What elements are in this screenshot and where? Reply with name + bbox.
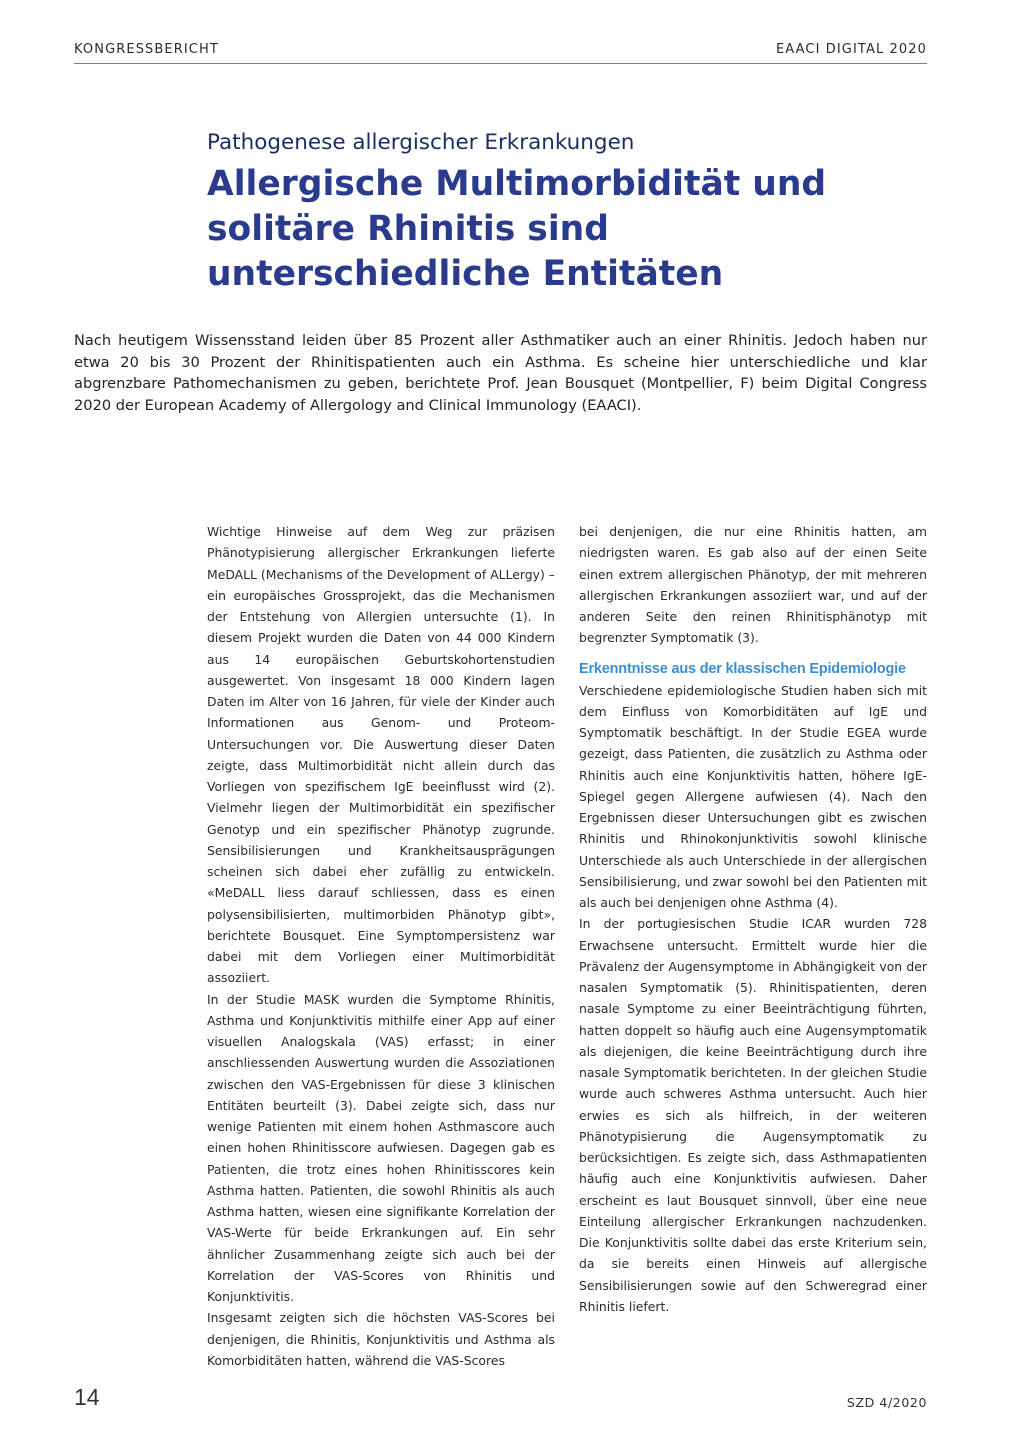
paragraph-icar: In der portugiesischen Studie ICAR wurden 728 Erwachsene untersucht. Ermittelt wurde hier die Prävalenz der Augensymptome in Abhängigkeit von der nasalen Symptomatik (5). Rhinitispatienten, deren nasale Symptome zu einer Beeinträchtigung führten, hatten doppelt so häufig auch eine Augensymptomatik als diejenigen, die keine Beeinträchtigung durch ihre nasale Symptomatik berichteten. In der gleichen Studie wurde auch schweres Asthma untersucht. Auch hier erwies es sich als hilfreich, in der weiteren Phänotypisierung die Augensymptomatik zu berücksichtigen. Es zeigte sich, dass Asthmapatienten häufig auch eine Konjunktivitis aufwiesen. Daher erscheint es laut Bousquet sinnvoll, über eine neue Einteilung allergischer Erkrankungen nachzudenken. Die Konjunktivitis sollte dabei das erste Kriterium sein, da sie bereits einen Hinweis auf allergische Sensibilisierungen sowie auf den Schweregrad einer Rhinitis liefert. bbox=[579, 916, 927, 1314]
event-label: EAACI DIGITAL 2020 bbox=[775, 42, 927, 57]
page-number: 14 bbox=[74, 1384, 100, 1410]
left-column bbox=[207, 521, 555, 1371]
article-title: Allergische Multimorbidität und solitäre Rhinitis sind unterschiedliche Entitäten bbox=[207, 164, 827, 294]
paragraph-mask: In der Studie MASK wurden die Symptome Rhinitis, Asthma und Konjunktivitis mithilfe einer App auf einer visuellen Analogskala (VAS) erfasst; in einer anschliessenden Auswertung wurden die Assoziationen zwischen den VAS-Ergebnissen für diese 3 klinischen Entitäten beurteilt (3). Dabei zeigte sich, dass nur wenige Patienten mit einem hohen Asthmascore auch einen hohen Rhinitisscore aufwiesen. Dagegen gab es Patienten, die trotz eines hohen Rhinitisscores kein Asthma hatten. Patienten, die sowohl Rhinitis als auch Asthma hatten, wiesen eine signifikante Korrelation der VAS-Werte für beide Erkrankungen auf. Ein sehr ähnlicher Zusammenhang zeigte sich auch bei der Korrelation der VAS-Scores von Rhinitis und Konjunktivitis. bbox=[207, 991, 555, 1304]
issue-label: SZD 4/2020 bbox=[846, 1395, 927, 1410]
paragraph-egea: Verschiedene epidemiologische Studien haben sich mit dem Einfluss von Komorbiditäten auf IgE und Symptomatik beschäftigt. In der Studie EGEA wurde gezeigt, dass Patienten, die zusätzlich zu Asthma oder Rhinitis auch eine Konjunktivitis hatten, höhere IgE-Spiegel gegen Allergene aufwiesen (4). Nach den Ergebnissen dieser Untersuchungen gibt es zwischen Rhinitis und Rhinokonjunktivitis sowohl klinische Unterschiede als auch Unterschiede in der allergischen Sensibilisierung, und zwar sowohl bei den Patienten mit als auch bei denjenigen ohne Asthma (4). bbox=[579, 682, 927, 910]
section-subheading: Erkenntnisse aus der klassischen Epidemiologie bbox=[579, 660, 906, 677]
paragraph-continuation: bei denjenigen, die nur eine Rhinitis hatten, am niedrigsten waren. Es gab also auf der einen Seite einen extrem allergischen Phänotyp, der mit mehreren allergischen Erkrankungen assoziiert war, und auf der anderen Seite den reinen Rhinitisphänotyp mit begrenzter Symptomatik (3). bbox=[579, 524, 927, 646]
paragraph-medall: Wichtige Hinweise auf dem Weg zur präzisen Phänotypisierung allergischer Erkrankungen lieferte MeDALL (Mechanisms of the Development of ALLergy) – ein europäisches Grossprojekt, das die Mechanismen der Entstehung von Allergien untersuchte (1). In diesem Projekt wurden die Daten von 44 000 Kindern aus 14 europäischen Geburtskohortenstudien ausgewertet. Von insgesamt 18 000 Kindern lagen Daten im Alter von 16 Jahren, für viele der Kinder auch Informationen aus Genom- und Proteom-Untersuchungen vor. Die Auswertung dieser Daten zeigte, dass Multimorbidität nicht allein durch das Vorliegen von spezifischem IgE beeinflusst wird (2). Vielmehr liegen der Multimorbidität ein spezifischer Genotyp und ein spezifischer Phänotyp zugrunde. Sensibilisierungen und Krankheitsausprägungen scheinen sich dabei eher zufällig zu entwickeln. «MeDALL liess darauf schliessen, dass es einen polysensibilisierten, multimorbiden Phänotyp gibt», berichtete Bousquet. Eine Symptompersistenz war dabei mit dem Vorliegen einer Multimorbidität assoziiert. bbox=[207, 524, 555, 986]
article-lead: Nach heutigem Wissensstand leiden über 85 Prozent aller Asthmatiker auch an einer Rhinitis. Jedoch haben nur etwa 20 bis 30 Prozent der Rhinitispatienten auch ein Asthma. Es scheine hier unterschiedliche und klar abgrenzbare Pathomechanismen zu geben, berichtete Prof. Jean Bousquet (Montpellier, F) beim Digital Congress 2020 der European Academy of Allergology and Clinical Immunology (EAACI). bbox=[74, 332, 927, 415]
article-kicker: Pathogenese allergischer Erkrankungen bbox=[207, 130, 635, 155]
paragraph-vas-scores: Insgesamt zeigten sich die höchsten VAS-Scores bei denjenigen, die Rhinitis, Konjunktivitis und Asthma als Komorbiditäten hatten, während die VAS-Scores bbox=[207, 1310, 555, 1368]
header-divider bbox=[74, 63, 927, 64]
right-column bbox=[579, 521, 927, 1317]
section-label: KONGRESSBERICHT bbox=[74, 42, 219, 57]
